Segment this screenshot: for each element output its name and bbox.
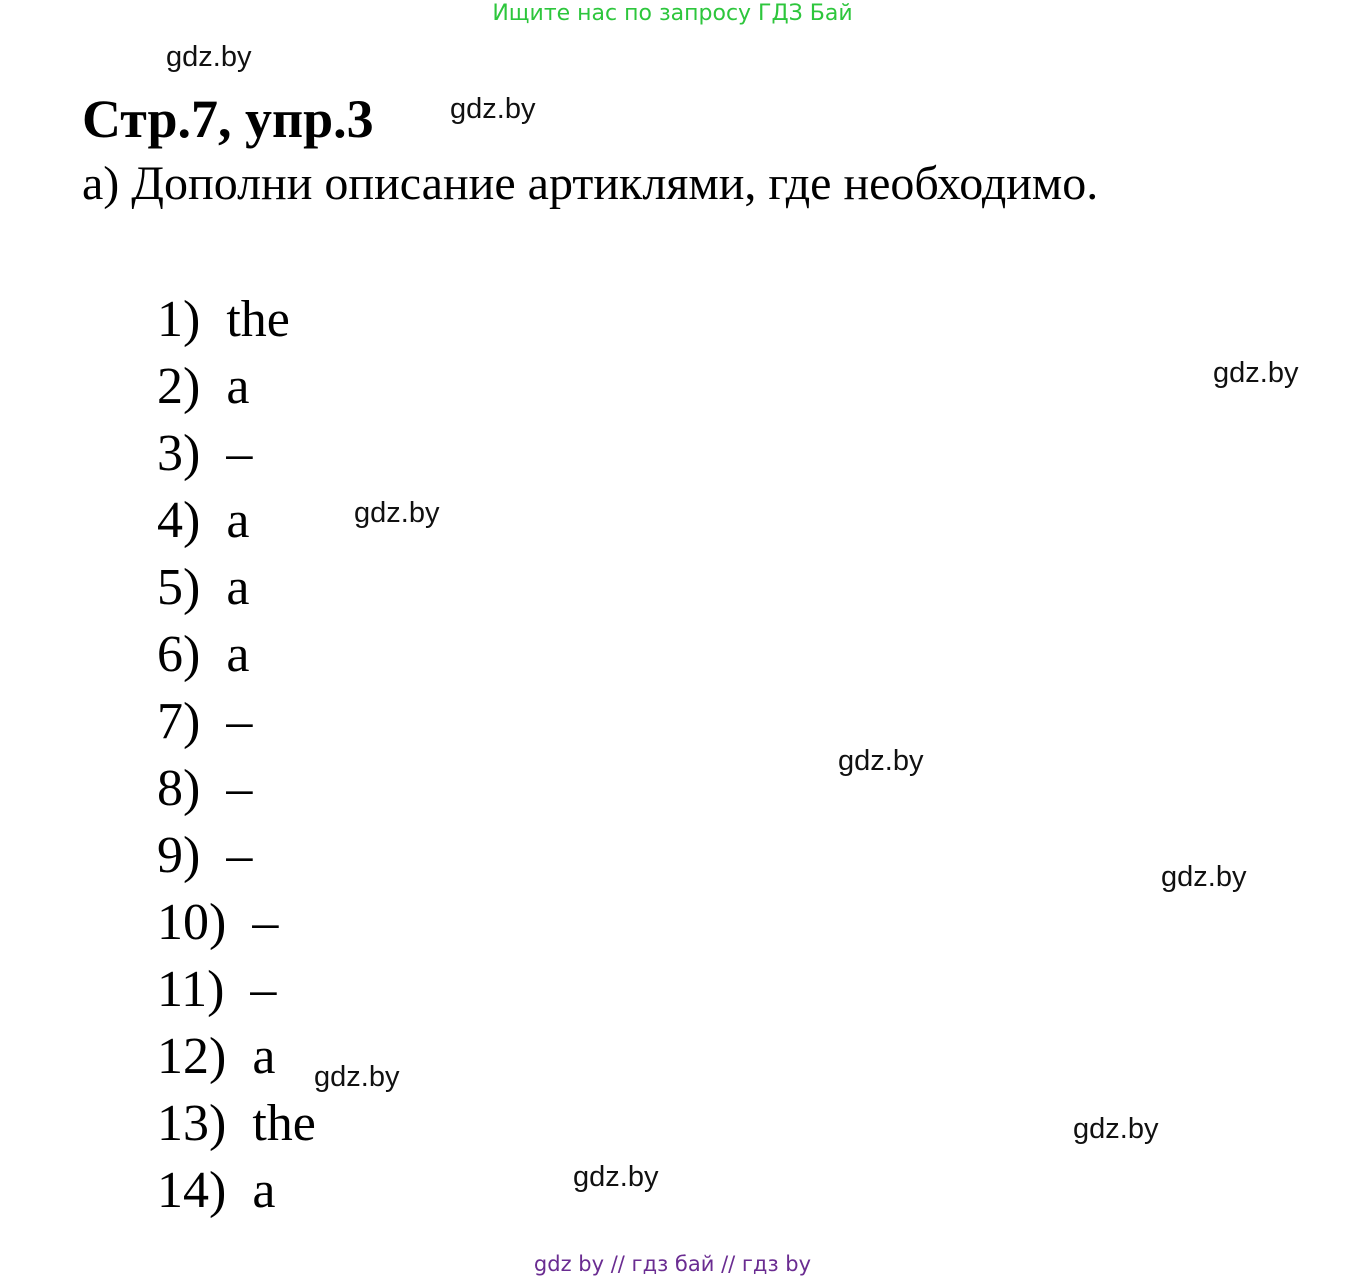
- answer-item: [157, 755, 316, 822]
- answer-item: [157, 1157, 316, 1224]
- answer-value: a: [252, 1162, 276, 1219]
- answer-value: the: [252, 1095, 316, 1152]
- watermark: gdz.by: [1161, 861, 1247, 893]
- answer-number: 5): [157, 559, 201, 616]
- answer-number: 2): [157, 358, 201, 415]
- answer-value: a: [226, 358, 250, 415]
- answer-value: a: [226, 559, 250, 616]
- answer-item: [157, 688, 316, 755]
- watermark: gdz.by: [573, 1161, 659, 1193]
- answer-number: 14): [157, 1162, 227, 1219]
- answer-number: 10): [157, 894, 227, 951]
- answer-item: [157, 286, 316, 353]
- answer-item: [157, 1023, 316, 1090]
- answer-number: 8): [157, 760, 201, 817]
- answer-item: [157, 554, 316, 621]
- answer-number: 9): [157, 827, 201, 884]
- answer-item: [157, 956, 316, 1023]
- answer-value: a: [252, 1028, 276, 1085]
- answer-number: 7): [157, 693, 201, 750]
- watermark: gdz.by: [354, 497, 440, 529]
- answer-item: [157, 621, 316, 688]
- answer-value: –: [226, 425, 253, 482]
- answer-number: 13): [157, 1095, 227, 1152]
- answer-item: [157, 822, 316, 889]
- answer-number: 4): [157, 492, 201, 549]
- task-instruction: а) Дополни описание артиклями, где необходимо.: [82, 157, 1099, 210]
- footer-links: gdz by // гдз бай // гдз by: [533, 1252, 812, 1276]
- watermark: gdz.by: [1213, 357, 1299, 389]
- answer-item: [157, 889, 316, 956]
- answer-item: [157, 420, 316, 487]
- watermark: gdz.by: [314, 1061, 400, 1093]
- answer-value: –: [226, 693, 253, 750]
- answer-value: –: [226, 827, 253, 884]
- answer-value: –: [226, 760, 253, 817]
- answer-item: [157, 353, 316, 420]
- answer-value: –: [250, 961, 277, 1018]
- answer-number: 1): [157, 291, 201, 348]
- page-title: Стр.7, упр.3: [82, 89, 374, 149]
- answer-value: the: [226, 291, 290, 348]
- answer-number: 6): [157, 626, 201, 683]
- answer-number: 12): [157, 1028, 227, 1085]
- watermark: gdz.by: [450, 93, 536, 125]
- answer-item: [157, 1090, 316, 1157]
- answer-value: a: [226, 626, 250, 683]
- watermark: gdz.by: [1073, 1113, 1159, 1145]
- watermark: gdz.by: [838, 745, 924, 777]
- answer-value: a: [226, 492, 250, 549]
- answer-number: 11): [157, 961, 225, 1018]
- answer-item: [157, 487, 316, 554]
- answer-number: 3): [157, 425, 201, 482]
- answer-list: [157, 286, 316, 1224]
- answer-value: –: [252, 894, 279, 951]
- watermark: gdz.by: [166, 41, 252, 73]
- search-banner: Ищите нас по запросу ГДЗ Бай: [492, 1, 853, 26]
